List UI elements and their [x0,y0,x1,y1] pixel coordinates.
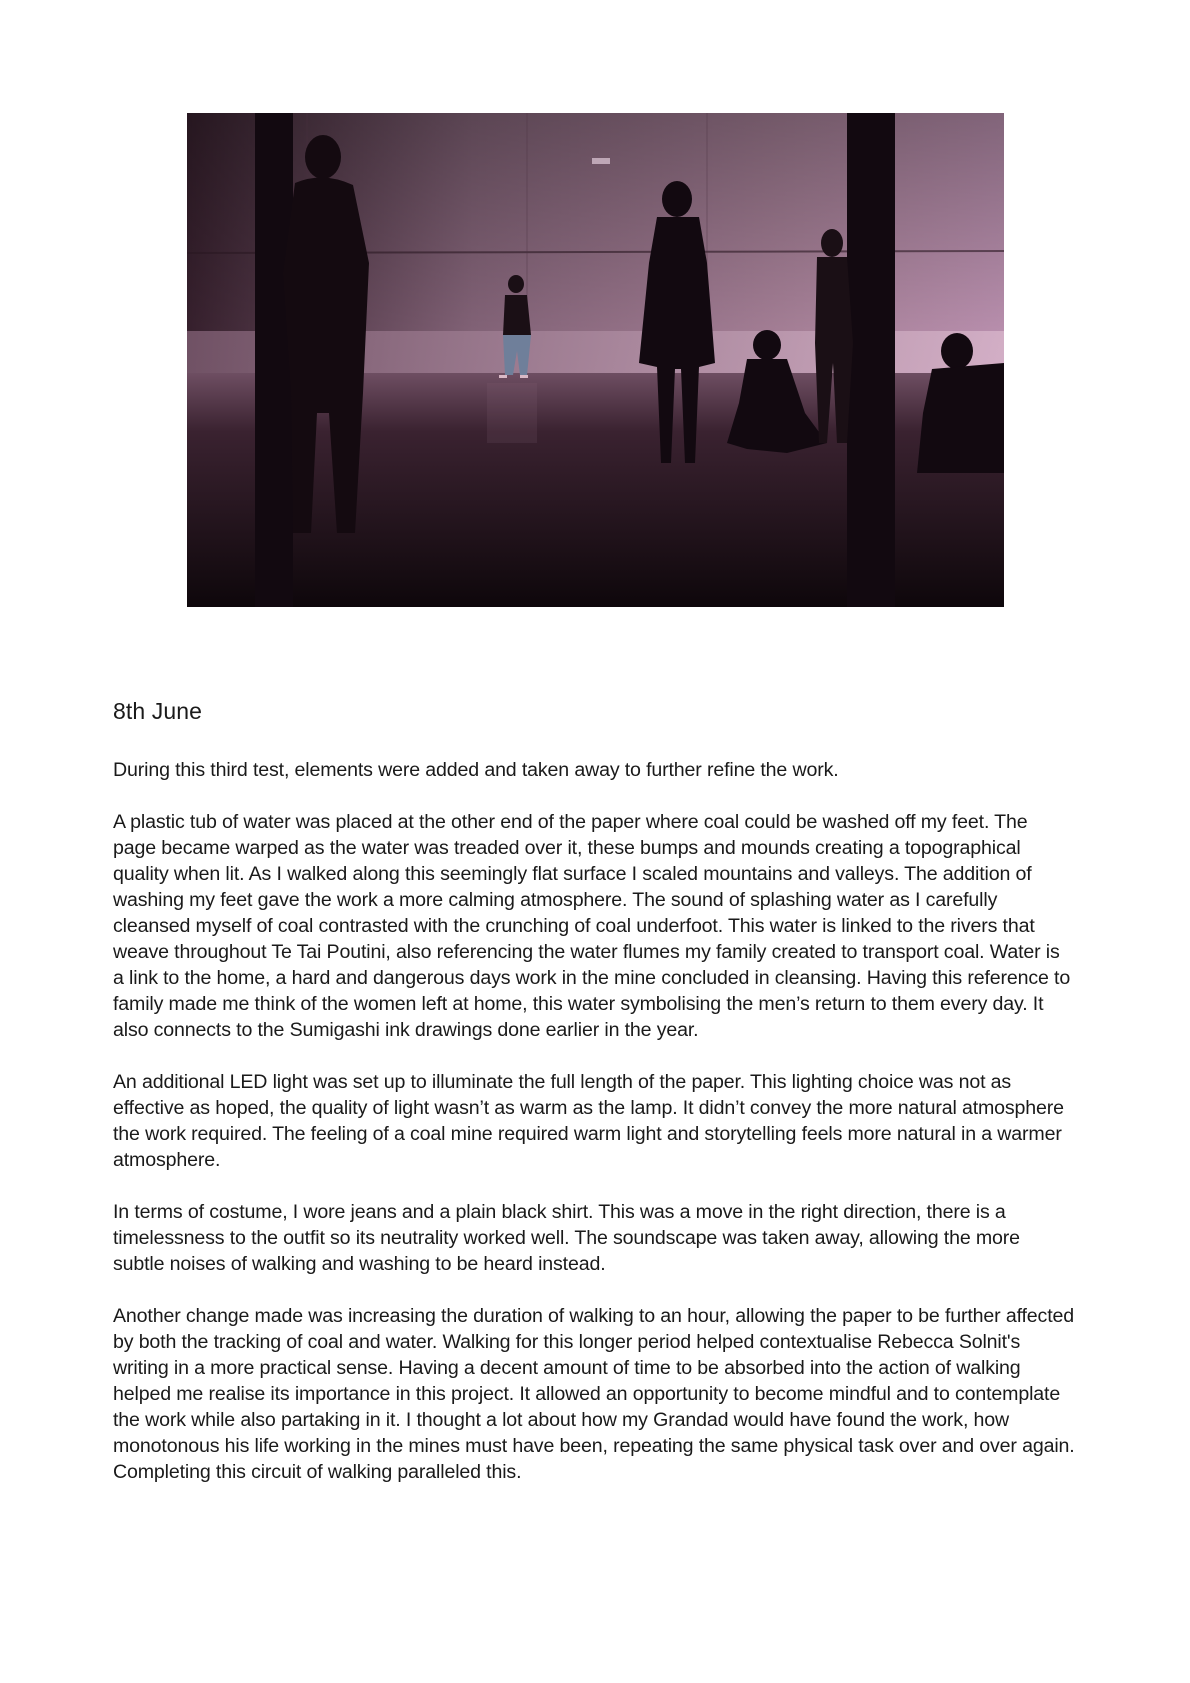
entry-paragraph-2: A plastic tub of water was placed at the other end of the paper where coal could be washed off my feet. The page became warped as the water was treaded over it, these bumps and mounds creating a topographical quality when lit. As I walked along this seemingly flat surface I scaled mountains and valleys. The addition of washing my feet gave the work a more calming atmosphere. The sound of splashing water as I carefully cleansed myself of coal contrasted with the crunching of coal underfoot. This water is linked to the rivers that weave throughout Te Tai Poutini, also referencing the water flumes my family created to transport coal. Water is a link to the home, a hard and dangerous days work in the mine concluded in cleansing. Having this reference to family made me think of the women left at home, this water symbolising the men’s return to them every day. It also connects to the Sumigashi ink drawings done earlier in the year. [113,811,1071,1041]
entry-paragraph-1: During this third test, elements were added and taken away to further refine the work. [113,759,839,781]
entry-paragraph-5: Another change made was increasing the duration of walking to an hour, allowing the paper to be further affected by both the tracking of coal and water. Walking for this longer period helped contextualise Rebecca Solnit's writing in a more practical sense. Having a decent amount of time to be absorbed into the action of walking helped me realise its importance in this project. It allowed an opportunity to become mindful and to contemplate the work while also partaking in it. I thought a lot about how my Grandad would have found the work, how monotonous his life working in the mines must have been, repeating the same physical task over and over again. Completing this circuit of walking paralleled this. [113,1305,1075,1483]
left-pillar [255,113,293,607]
performance-photo [187,113,1004,607]
entry-date: 8th June [113,698,203,724]
photo-scene [187,113,1004,607]
journal-entry [113,695,1075,1511]
entry-paragraph-3: An additional LED light was set up to illuminate the full length of the paper. This lighting choice was not as effective as hoped, the quality of light wasn’t as warm as the lamp. It didn’t convey the more natural atmosphere the work required. The feeling of a coal mine required warm light and storytelling feels more natural in a warmer atmosphere. [113,1071,1064,1171]
entry-paragraph-4: In terms of costume, I wore jeans and a plain black shirt. This was a move in the right direction, there is a timelessness to the outfit so its neutrality worked well. The soundscape was taken away, allowing the more subtle noises of walking and washing to be heard instead. [113,1201,1020,1275]
right-pillar [847,113,895,607]
